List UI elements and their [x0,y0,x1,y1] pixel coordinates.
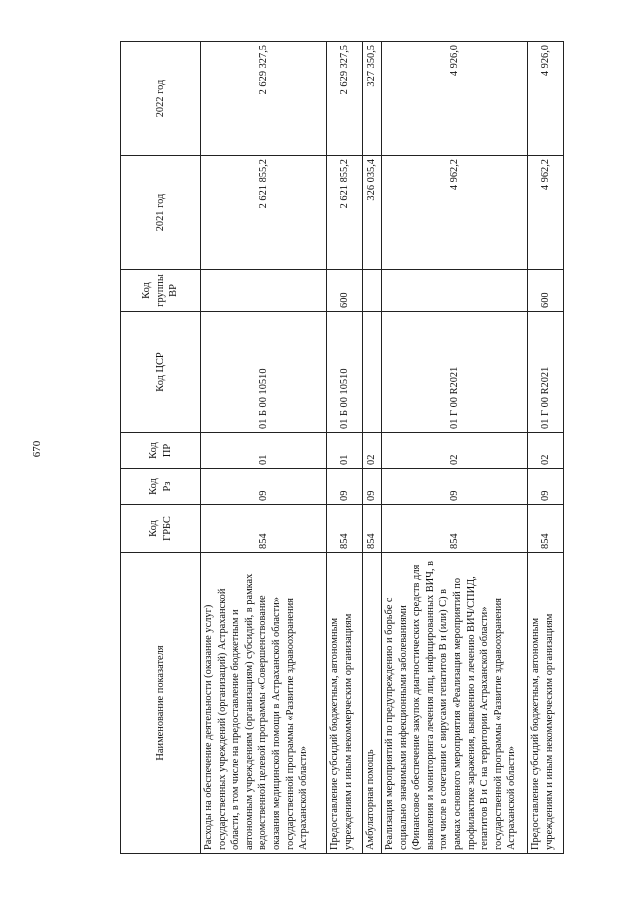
row-grbs: 854 [327,505,363,553]
row-2022: 4 926,0 [382,42,528,156]
row-pr: 02 [382,433,528,469]
row-vr [363,270,382,312]
row-2021: 326 035,4 [363,156,382,270]
row-rz: 09 [327,469,363,505]
row-csr: 01 Г 00 R2021 [528,312,564,433]
row-pr: 02 [363,433,382,469]
row-pr: 01 [201,433,327,469]
header-rz: Код Рз [121,469,201,505]
row-vr [382,270,528,312]
header-vr: Код группы ВР [121,270,201,312]
table-row [327,42,363,854]
header-grbs: Код ГРБС [121,505,201,553]
row-pr: 02 [528,433,564,469]
row-name: Реализация мероприятий по предупреждению и борьбе с социально значимыми инфекционными заболеваниями (Финансовое обеспечение закупок диагностических средств для выявления и мониторинга лечения лиц, инфицированных ВИЧ, в том числе в сочетании с вирусами гепатитов В и (или) С) в рамках основного мероприятия «Реализация мероприятий по профилактике заражения, выявлению и лечению ВИЧ/СПИД, гепатитов В и С на территории Астраханской области» государственной программы «Развитие здравоохранения Астраханской области» [382,553,528,854]
row-grbs: 854 [201,505,327,553]
row-grbs: 854 [528,505,564,553]
header-pr: Код ПР [121,433,201,469]
row-csr [363,312,382,433]
row-name: Расходы на обеспечение деятельности (оказание услуг) государственных учреждений (организаций) Астраханской области, в том числе на предоставление бюджетным и автономным учреждениям (организациям) субсидий, в рамках ведомственной целевой программы «Совершенствование оказания медицинской помощи в Астраханской области» государственной программы «Развитие здравоохранения Астраханской области» [201,553,327,854]
row-rz: 09 [363,469,382,505]
row-2022: 4 926,0 [528,42,564,156]
row-csr: 01 Г 00 R2021 [382,312,528,433]
table-row [363,42,382,854]
row-vr: 600 [528,270,564,312]
row-vr: 600 [327,270,363,312]
header-name: Наименование показателя [121,553,201,854]
row-2021: 4 962,2 [382,156,528,270]
row-csr: 01 Б 00 10510 [327,312,363,433]
table-row [382,42,528,854]
row-rz: 09 [201,469,327,505]
row-grbs: 854 [382,505,528,553]
header-2022: 2022 год [121,42,201,156]
row-rz: 09 [382,469,528,505]
row-2022: 327 350,5 [363,42,382,156]
row-name: Предоставление субсидий бюджетным, автономным учреждениям и иным некоммерческим организациям [528,553,564,854]
row-rz: 09 [528,469,564,505]
table-header-row [121,42,201,854]
header-2021: 2021 год [121,156,201,270]
budget-table [120,41,564,854]
row-csr: 01 Б 00 10510 [201,312,327,433]
row-pr: 01 [327,433,363,469]
row-2021: 2 621 855,2 [201,156,327,270]
row-2021: 4 962,2 [528,156,564,270]
row-name: Предоставление субсидий бюджетным, автономным учреждениям и иным некоммерческим организациям [327,553,363,854]
table-row [201,42,327,854]
table-row [528,42,564,854]
header-csr: Код ЦСР [121,312,201,433]
rotated-table-container [120,42,578,854]
row-grbs: 854 [363,505,382,553]
row-2022: 2 629 327,5 [201,42,327,156]
row-name: Амбулаторная помощь [363,553,382,854]
page-number: 670 [31,440,43,458]
row-vr [201,270,327,312]
row-2021: 2 621 855,2 [327,156,363,270]
row-2022: 2 629 327,5 [327,42,363,156]
